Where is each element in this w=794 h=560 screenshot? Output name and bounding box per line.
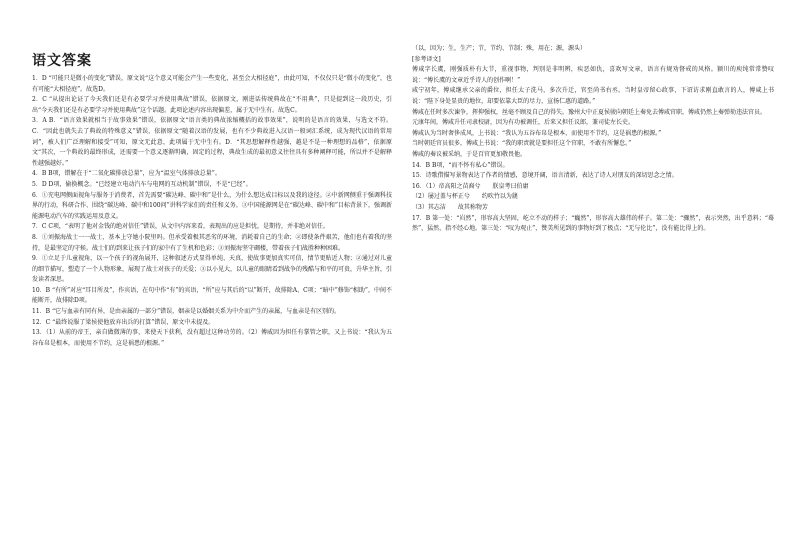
right-column bbox=[412, 44, 774, 235]
left-column bbox=[32, 50, 392, 349]
answer-paragraph: （3）其志洁 故其称物芳 bbox=[412, 203, 488, 211]
answer-paragraph: 15．诗歌借描写景物表达了作者的情感，意境开阔，语言清新，表达了诗人对朋友的深切思念之情。 bbox=[412, 172, 678, 180]
answer-paragraph: 1．D “可能只是微小的变化”错误，原文说“这个意义可能会产生一些变化，甚至会大相径庭”，由此可知，不仅仅只是“微小的变化”，也有可能“大相径庭”。故选D。 bbox=[32, 75, 392, 93]
answer-paragraph: 11．B “它与血亲有同有异，是由亲属的一部分”错误，姻亲是以婚姻关系为中介而产生的亲属，与血亲是有区别的。 bbox=[32, 308, 341, 316]
translation-paragraph: 当时朝廷官员很多，傅咸上书说：“我的职责就是要担任这个官职，不敢有所懈怠。” bbox=[412, 140, 632, 148]
answer-paragraph: 6．①充电网侧面视角与服务于消费者，首先需要“碳达峰、碳中和”是什么，为什么想达成目标以及我的途径。②中新网侧重于强调科技界的行动，科研合作、围绕“碳达峰、碳中和100问”讲科学家们的责任和义务。③中国能源网是在“碳达峰、碳中和”目标背景下，强调新能源电动汽车的实践运用及意义。 bbox=[32, 191, 392, 220]
translation-paragraph: 傅咸字长虞，刚强质朴有大节，重视事物，判别是非明辨，疾恶如仇，喜欢写文章，语言有规劝督戒的风格。颍川的庾纯常常赞叹说：“傅长虞的文章近乎诗人的创作啊！” bbox=[412, 66, 774, 84]
answer-paragraph: 4．B B项，错解在于“二氧化碳排放总量”，应为“温室气体排放总量”。 bbox=[32, 170, 221, 178]
answer-paragraph: （2）屡过盖与杯正兮 约吹竹以为篪 bbox=[412, 193, 518, 201]
answer-paragraph: 12．C “最终说服了梁侯使他放弃出兵的打算”错误，原文中未提及。 bbox=[32, 318, 215, 326]
answer-paragraph: 9．①立足于儿童视角，以一个孩子的视角展开，这种叙述方式显得单纯、天真，使故事更加真实可信，情节更贴近人物；②通过对儿童的细节描写，塑造了一个人物形象，展现了战士对孩子的关爱；③以小见大，以儿童的眼睛看到战争的残酷与和平的可贵，升华主旨，引发读者深思。 bbox=[32, 255, 393, 284]
reference-translation-label: [参考译文] bbox=[412, 55, 441, 63]
gloss-line: （以，因为；生，生产；节，节约、节制；殊，用在；源，源头） bbox=[412, 45, 587, 52]
answer-paragraph: 7．C C项，“表明了他对金钱的绝对信任”错误，从文中内容来看，表现出的应是担忧，是期待，并非绝对信任。 bbox=[32, 223, 330, 231]
answer-paragraph: 16．（1）帝高阳之苗裔兮 朕皇考曰伯庸 bbox=[412, 182, 529, 190]
translation-paragraph: 咸宁初年，傅咸继承父亲的爵位，担任太子洗马，多次升迁，官至尚书右丞。当时皇帝留心政事，下诏访求刚直敢言的人，傅咸上书说：“陛下身处显贵的地位，却要依靠大臣的尽力，宣扬仁惠的道路。” bbox=[412, 87, 774, 105]
answer-paragraph: 10．B “有所”对应“耳目所及”，作宾语，在句中作“有”的宾语，“所”应与其后的“以”断开，故排除A、C项；“暗中”修饰“相助”，中间不能断开，故排除D项。 bbox=[32, 286, 392, 305]
answer-paragraph: 3．A B．“语言效果就相当于故事效果”错误，依据原文“语言类的典故浓缩概括的故事效果”，说明的是语言的效果，与选文不符。C．“因此也就失去了典故的特殊意义”错误，依据原文“随着汉语的发展，也有不少典故进入汉语一般词汇系统，成为现代汉语的常用词”，被人们广泛理解和接受”可知，原文无此意，此项属于无中生有。D．“其思想解释性越强，越是不是一种理想的品格”，依据原文“其次，一个典故的最终形成，还需要一个意义逐渐明确，固定的过程，典故生成的最初意义往往具有多种阐释可能，所以并不是解释性越强越好。” bbox=[32, 117, 392, 167]
page-title: 语文答案 bbox=[32, 53, 92, 69]
translation-paragraph: 元康年间，傅咸升任司隶校尉，因为有功被调任，后来又担任议郎，兼司徒左长史。 bbox=[412, 119, 635, 127]
translation-paragraph: 傅咸在任时多次谏争，挥抑强权，丝毫不顾及自己的得失。豫州大中正夏侯骏向朝廷上奏免去傅咸官职，傅咸仍然上奏弹劾违法官员。 bbox=[412, 108, 767, 116]
translation-paragraph: 傅咸认为当时奢侈成风，上书说：“我认为五谷布帛是根本，而使用不节约，这是祸患的根源。” bbox=[412, 129, 662, 137]
answer-paragraph: 17．B 第一处：“岿然”，形容高大坚固，屹立不动的样子；“巍然”，形容高大雄伟的样子。第二处：“骤然”，表示突然，出乎意料；“蓦然”，猛然，指不经心地。第三处：“叹为观止”，赞美所见到的事物好到了极点；“无与伦比”，没有能比得上的。 bbox=[412, 214, 774, 233]
answer-paragraph: 8．①刘振海战士一一战士，基本上守她小院里吗。但承受着极其恶劣的环境，消耗着自己的生命；②即使条件艰苦，他们也有着我的坚持，是最坚定的守候。战士们的到来让孩子们的家中有了生机和色彩；③刘振海坚守碉楼，带着孩子们战胜种种困难。 bbox=[32, 233, 392, 252]
answer-paragraph: 5．D D项，偷换概念。“已经建立电动汽车与电网的互动机制”错误，不是“已经”。 bbox=[32, 180, 252, 188]
answer-paragraph: 13．（1）从前的帝王，亲自做微薄的事，来使天下获利，没有超过这种功劳的。（2）傅威因为担任有掌管之职，又上书说：“我认为五谷布帛是根本，而使用不节约，这是祸患的根源。” bbox=[32, 329, 392, 347]
answer-paragraph: 14．B B项，“而不怀有私心”错误。 bbox=[412, 161, 509, 169]
answer-paragraph: 2．C “从提出论证了今天我们还是有必要学习并使用典故”错误，依据原文，刚进话传统典故在“不用典”，只是提到这一段历史，引出“今天我们还是有必要学习并使用典故”这个话题。此项论述内容出现偏差，属于无中生有。故选C。 bbox=[32, 96, 392, 114]
translation-paragraph: 傅咸的奏议被采纳，于是百官更加敬畏他。 bbox=[412, 150, 527, 158]
